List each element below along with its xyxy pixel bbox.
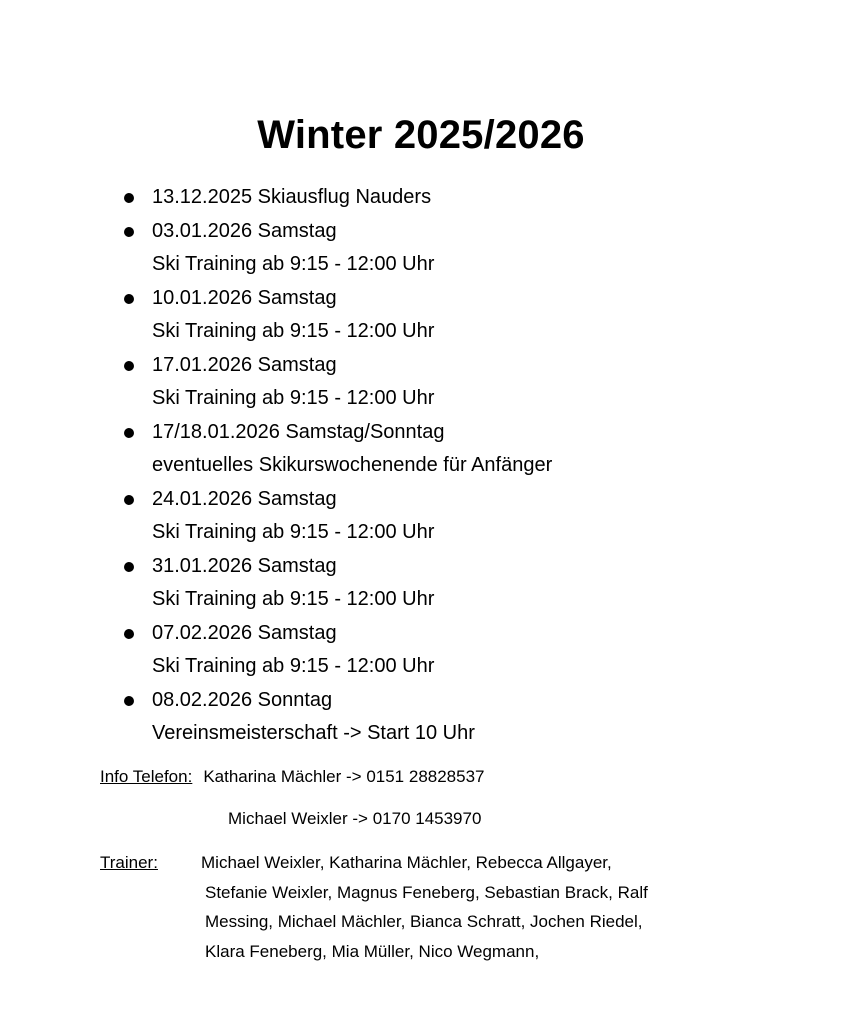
info-contact: Michael Weixler -> 0170 1453970 — [228, 809, 482, 828]
event-date: 13.12.2025 Skiausflug Nauders — [152, 186, 432, 208]
event-date: 31.01.2026 Samstag — [152, 554, 337, 577]
info-phone-label: Info Telefon: — [100, 767, 193, 786]
bullet-icon — [124, 629, 134, 639]
event-description: Ski Training ab 9:15 - 12:00 Uhr — [152, 588, 435, 610]
event-description: eventuelles Skikurswochenende für Anfänger — [152, 454, 553, 476]
page-title: Winter 2025/2026 — [257, 112, 585, 157]
event-description: Ski Training ab 9:15 - 12:00 Uhr — [152, 655, 435, 677]
event-date: 07.02.2026 Samstag — [152, 621, 337, 644]
bullet-icon — [124, 495, 134, 505]
bullet-icon — [124, 562, 134, 572]
event-description: Ski Training ab 9:15 - 12:00 Uhr — [152, 387, 435, 409]
info-contact: Katharina Mächler -> 0151 28828537 — [203, 767, 485, 786]
event-date: 24.01.2026 Samstag — [152, 487, 337, 510]
list-item — [124, 349, 552, 416]
list-item — [124, 215, 552, 282]
event-list — [124, 181, 552, 751]
bullet-icon — [124, 428, 134, 438]
bullet-icon — [124, 227, 134, 237]
list-item — [124, 550, 552, 617]
trainer-line: Messing, Michael Mächler, Bianca Schratt, Jochen Riedel, — [205, 912, 643, 931]
event-description: Ski Training ab 9:15 - 12:00 Uhr — [152, 521, 435, 543]
trainer-names — [201, 848, 741, 966]
trainer-line: Klara Feneberg, Mia Müller, Nico Wegmann, — [205, 941, 540, 961]
event-date: 17.01.2026 Samstag — [152, 353, 337, 376]
bullet-icon — [124, 294, 134, 304]
list-item — [124, 617, 552, 684]
list-item — [124, 483, 552, 550]
trainer-line: Stefanie Weixler, Magnus Feneberg, Sebastian Brack, Ralf — [205, 882, 648, 902]
list-item — [124, 181, 552, 215]
event-description: Ski Training ab 9:15 - 12:00 Uhr — [152, 253, 435, 275]
info-phone-section — [100, 765, 485, 828]
event-date: 10.01.2026 Samstag — [152, 286, 337, 309]
event-description: Vereinsmeisterschaft -> Start 10 Uhr — [152, 722, 475, 744]
info-row — [100, 765, 485, 789]
event-date: 03.01.2026 Samstag — [152, 219, 337, 242]
trainer-label: Trainer: — [100, 853, 158, 872]
bullet-icon — [124, 193, 134, 203]
list-item — [124, 282, 552, 349]
list-item — [124, 684, 552, 751]
list-item — [124, 416, 552, 483]
event-date: 17/18.01.2026 Samstag/Sonntag — [152, 420, 445, 443]
trainer-line: Michael Weixler, Katharina Mächler, Rebecca Allgayer, — [201, 853, 612, 872]
bullet-icon — [124, 361, 134, 371]
event-description: Ski Training ab 9:15 - 12:00 Uhr — [152, 320, 435, 342]
bullet-icon — [124, 696, 134, 706]
event-date: 08.02.2026 Sonntag — [152, 688, 333, 711]
